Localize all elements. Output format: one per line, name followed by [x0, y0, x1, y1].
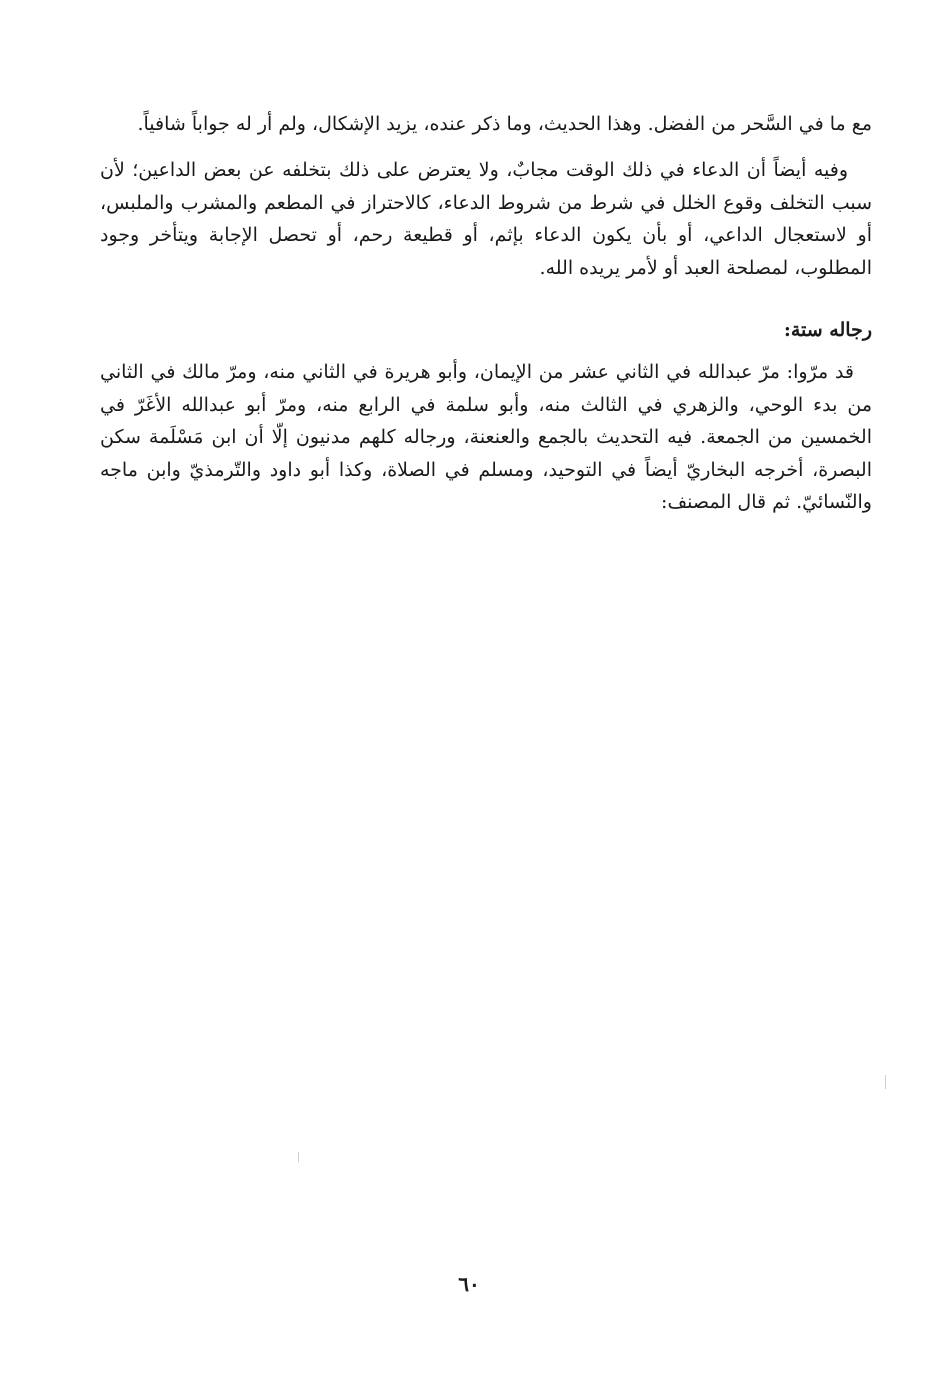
section-heading: رجاله ستة:	[783, 319, 872, 341]
page-number: ٦٠	[458, 1272, 480, 1296]
paragraph-3: قد مرّوا: مرّ عبدالله في الثاني عشر من الإيمان، وأبو هريرة في الثاني منه، ومرّ مالك في الثاني من بدء الوحي، والزهري في الثالث منه، وأبو سلمة في الرابع منه، ومرّ أبو عبدالله الأغَرّ في الخمسين من الجمعة. فيه التحديث بالجمع والعنعنة، ورجاله كلهم مدنيون إلّا أن ابن مَسْلَمة سكن البصرة، أخرجه البخاريّ أيضاً في التوحيد، ومسلم في الصلاة، وكذا أبو داود والتّرمذيّ وابن ماجه والنّسائيّ. ثم قال المصنف:	[100, 361, 872, 514]
scan-speck	[885, 1075, 886, 1089]
scan-speck	[298, 1152, 299, 1162]
paragraph-1: مع ما في السَّحر من الفضل. وهذا الحديث، وما ذكر عنده، يزيد الإشكال، ولم أر له جواباً شافياً.	[137, 113, 872, 135]
paragraph-2: وفيه أيضاً أن الدعاء في ذلك الوقت مجابٌ، ولا يعترض على ذلك بتخلفه عن بعض الداعين؛ لأن سبب التخلف وقوع الخلل في شرط من شروط الدعاء، كالاحتراز في المطعم والمشرب والملبس، أو لاستعجال الداعي، أو بأن يكون الدعاء بإثم، أو قطيعة رحم، أو تحصل الإجابة ويتأخر وجود المطلوب، لمصلحة العبد أو لأمر يريده الله.	[100, 159, 872, 279]
